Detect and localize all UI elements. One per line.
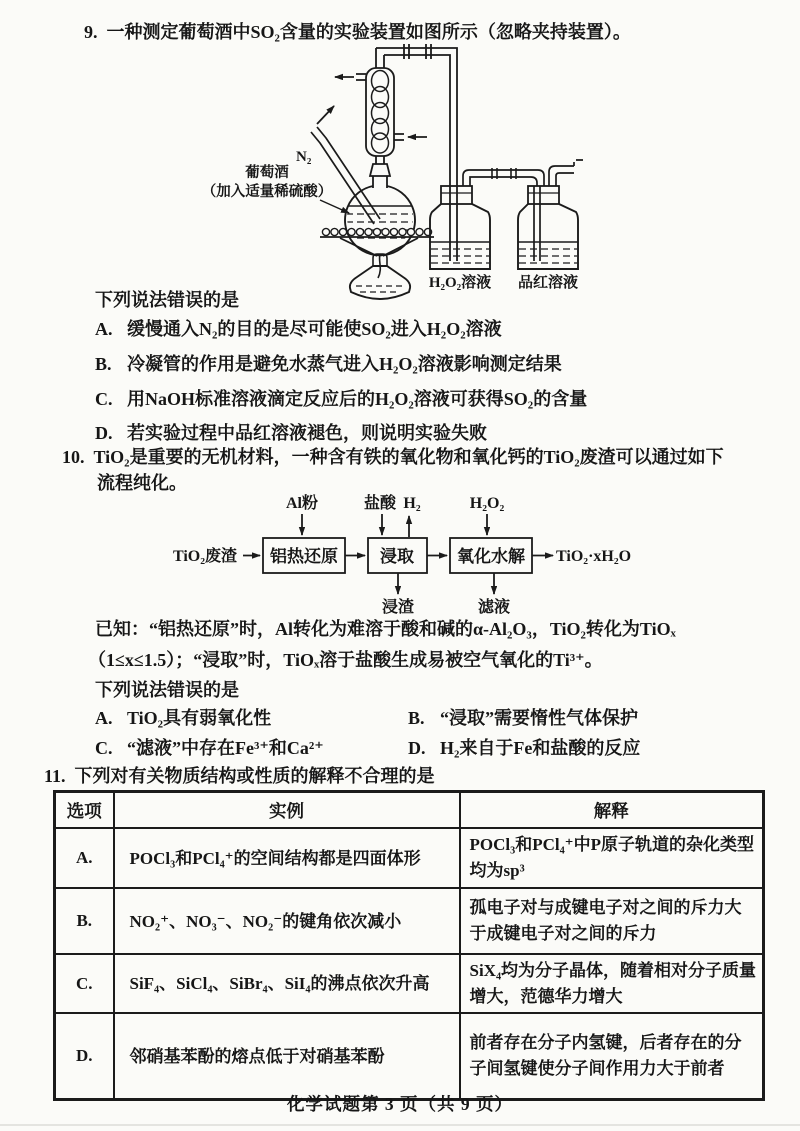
q10-stem-text1: TiO₂是重要的无机材料，一种含有铁的氧化物和氧化钙的TiO₂废渣可以通过如下: [93, 447, 724, 467]
q9-option-b: [95, 352, 562, 377]
n2-flow-arrow: [317, 106, 334, 124]
q10-option-a-text: TiO₂具有弱氧化性: [127, 708, 272, 728]
q11-stem-line: [44, 764, 435, 789]
q10-stem-line2: 流程纯化。: [97, 473, 187, 493]
q11-table-wrap: [53, 790, 765, 1101]
header-explanation: 解释: [460, 792, 764, 829]
q9-option-d-text: 若实验过程中品红溶液褪色，则说明实验失败: [127, 423, 487, 443]
table-row: [55, 954, 764, 1013]
n2-label: N₂: [296, 149, 312, 165]
q11-stem: 下列对有关物质结构或性质的解释不合理的是: [74, 766, 435, 786]
q9-option-b-label: B.: [95, 354, 112, 374]
page-footer: 化学试题第 3 页（共 9 页）: [287, 1094, 513, 1114]
q10-known-line2: （1≤x≤1.5）；“浸取”时，TiOₓ溶于盐酸生成易被空气氧化的Ti³⁺。: [88, 650, 603, 670]
q10-option-d-label: D.: [408, 738, 426, 758]
row-d-example: 邻硝基苯酚的熔点低于对硝基苯酚: [114, 1013, 460, 1100]
row-a-explanation: POCl₃和PCl₄⁺中P原子轨道的杂化类型均为sp³: [460, 828, 764, 888]
table-header-row: [55, 792, 764, 829]
flow-hcl-label: 盐酸: [363, 495, 397, 512]
q10-option-b-label: B.: [408, 708, 425, 728]
q10-option-c-label: C.: [95, 738, 113, 758]
apparatus-drawing: [170, 40, 640, 302]
wine-label-line1: 葡萄酒: [245, 165, 289, 181]
row-b-example: NO₂⁺、NO₃⁻、NO₂⁻的键角依次减小: [114, 888, 460, 954]
q10-option-d: [408, 736, 640, 761]
header-option: 选项: [55, 792, 114, 829]
q10-option-c: [95, 736, 324, 761]
q9-option-c-label: C.: [95, 389, 113, 409]
wire-gauze: [320, 228, 434, 256]
flow-h2-label: H₂: [403, 495, 421, 512]
q10-number: 10.: [62, 447, 85, 467]
row-a-example: POCl₃和PCl₄⁺的空间结构都是四面体形: [114, 828, 460, 888]
row-b-explanation: 孤电子对与成键电子对之间的斥力大于成键电子对之间的斥力: [460, 888, 764, 954]
bottle1-liquid: [431, 249, 489, 263]
scan-edge-line: [0, 1124, 800, 1126]
flow-input-label: TiO₂废渣: [172, 548, 238, 565]
flow-box2-label: 浸取: [380, 547, 414, 566]
q9-question: 下列说法错误的是: [95, 290, 239, 310]
q10-flowchart: [150, 490, 680, 618]
row-c-example: SiF₄、SiCl₄、SiBr₄、SiI₄的沸点依次升高: [114, 954, 460, 1013]
flow-al-label: Al粉: [285, 495, 319, 512]
q9-option-d-label: D.: [95, 423, 113, 443]
q9-apparatus-diagram: [170, 40, 640, 302]
flow-filtrate-label: 滤液: [477, 599, 511, 616]
flow-box3-label: 氧化水解: [457, 547, 525, 566]
flow-output-label: TiO₂·xH₂O: [556, 548, 632, 565]
q10-option-a: [95, 706, 271, 731]
q9-option-c: [95, 387, 587, 412]
q10-stem-line1: [62, 445, 724, 470]
q10-option-a-label: A.: [95, 708, 113, 728]
row-a-option: A.: [55, 828, 114, 888]
alcohol-lamp: [350, 254, 410, 299]
round-bottom-flask: [345, 164, 415, 255]
bottle2-label: 品红溶液: [517, 275, 579, 291]
row-d-option: D.: [55, 1013, 114, 1100]
row-c-explanation: SiX₄均为分子晶体，随着相对分子质量增大，范德华力增大: [460, 954, 764, 1013]
header-example: 实例: [114, 792, 460, 829]
q10-known-line1: 已知：“铝热还原”时，Al转化为难溶于酸和碱的α-Al₂O₃，TiO₂转化为TiOₓ: [95, 619, 676, 639]
q10-option-d-text: H₂来自于Fe和盐酸的反应: [440, 738, 641, 758]
table-row: [55, 1013, 764, 1100]
flowchart-drawing: [150, 490, 680, 618]
flow-h2o2-label: H₂O₂: [469, 495, 505, 512]
q10-option-b-text: “浸取”需要惰性气体保护: [440, 708, 638, 728]
q10-option-c-text: “滤液”中存在Fe³⁺和Ca²⁺: [127, 738, 324, 758]
row-c-option: C.: [55, 954, 114, 1013]
table-row: [55, 888, 764, 954]
q9-option-b-text: 冷凝管的作用是避免水蒸气进入H₂O₂溶液影响测定结果: [127, 354, 562, 374]
q11-number: 11.: [44, 766, 66, 786]
q10-question: 下列说法错误的是: [95, 680, 239, 700]
condenser: [335, 48, 427, 164]
q9-option-c-text: 用NaOH标准溶液滴定反应后的H₂O₂溶液可获得SO₂的含量: [127, 389, 588, 409]
flow-box1-label: 铝热还原: [270, 547, 338, 566]
q9-stem: 一种测定葡萄酒中SO₂含量的实验装置如图所示（忽略夹持装置）。: [106, 22, 631, 42]
q9-option-a-text: 缓慢通入N₂的目的是尽可能使SO₂进入H₂O₂溶液: [127, 319, 502, 339]
bottle1-label: H₂O₂溶液: [428, 275, 492, 291]
wine-label-line2: （加入适量稀硫酸）: [201, 184, 333, 200]
row-d-explanation: 前者存在分子内氢键，后者存在的分子间氢键使分子间作用力大于前者: [460, 1013, 764, 1100]
q9-option-a-label: A.: [95, 319, 113, 339]
bottle2-liquid: [519, 249, 577, 263]
gas-washing-bottle-1: [430, 168, 544, 269]
wine-pointer-arrow: [320, 200, 349, 213]
flow-residue-label: 浸渣: [381, 599, 415, 616]
q9-option-d: [95, 421, 487, 446]
table-row: [55, 828, 764, 888]
q9-option-a: [95, 317, 502, 342]
q9-number: 9.: [84, 22, 98, 42]
row-b-option: B.: [55, 888, 114, 954]
q11-table: [53, 790, 765, 1101]
q10-option-b: [408, 706, 638, 731]
